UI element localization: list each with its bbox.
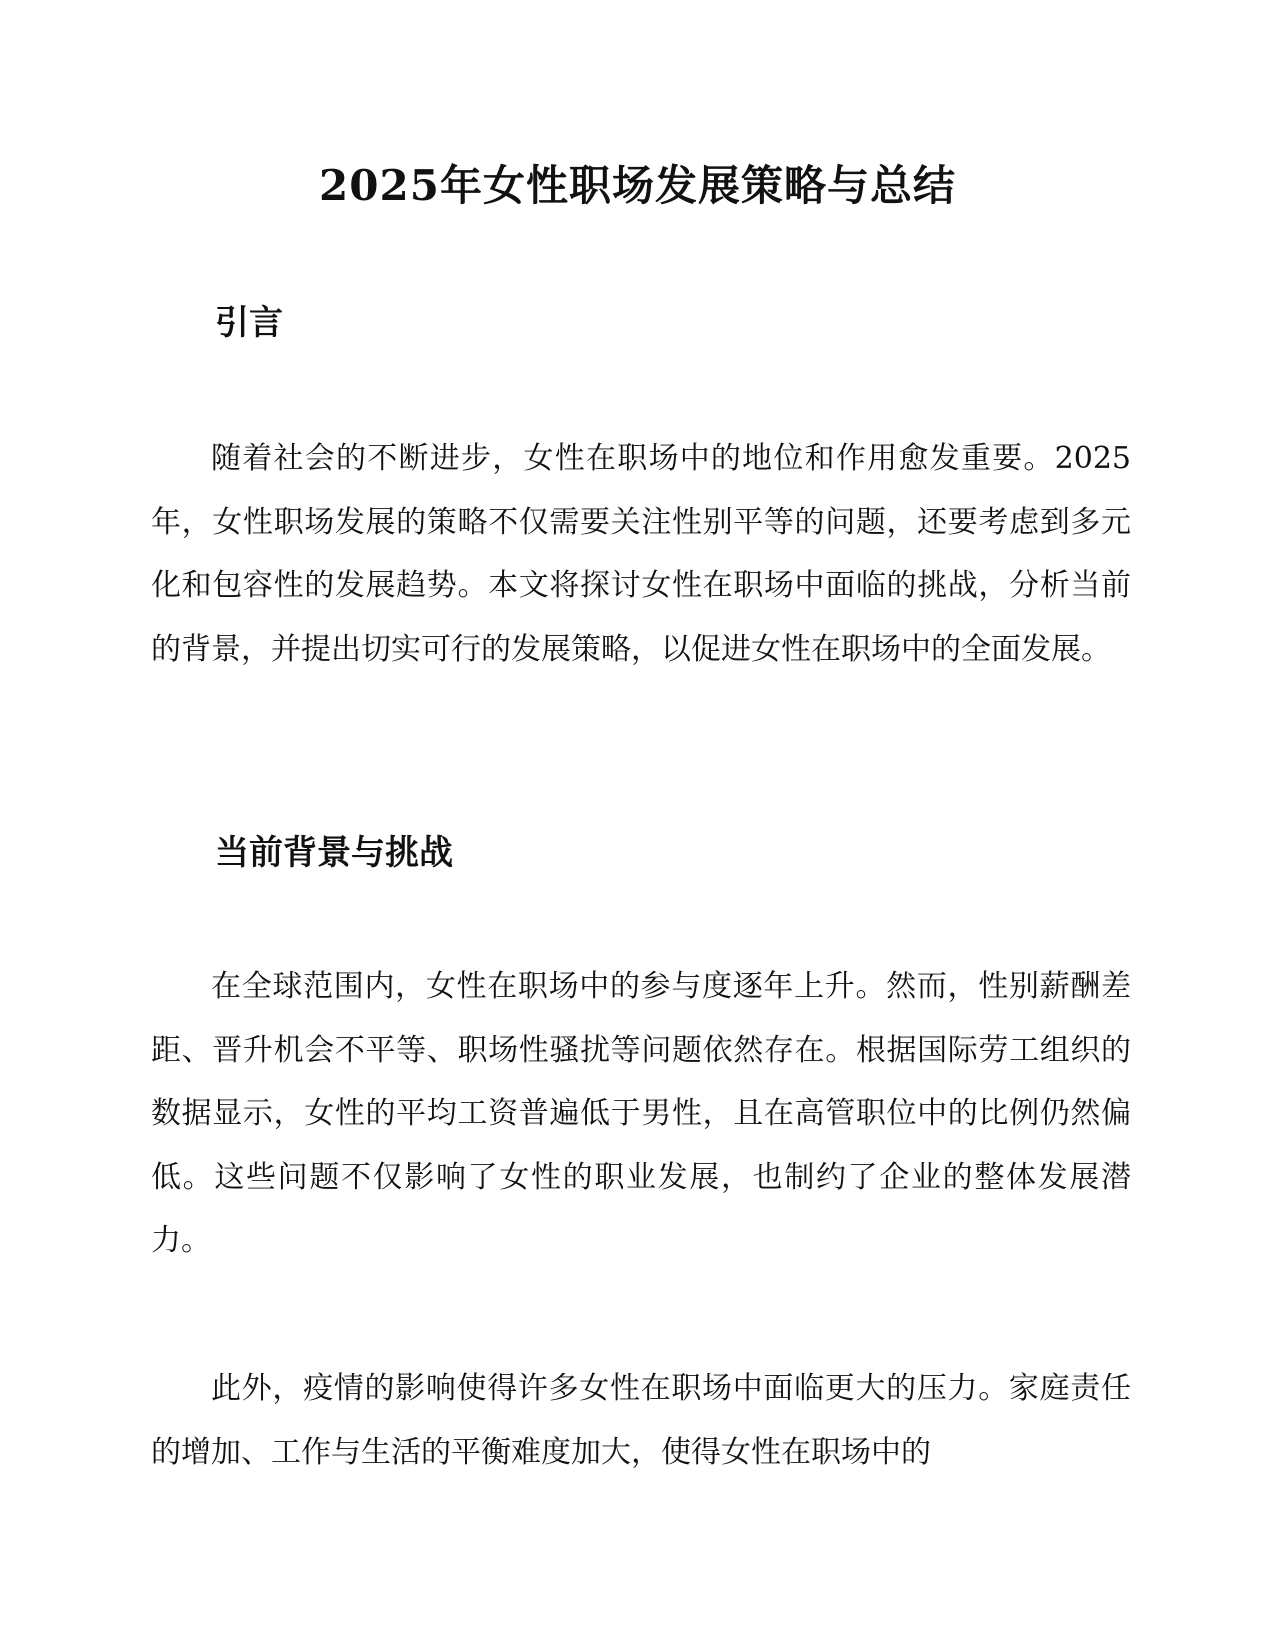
background-paragraph-2: 此外，疫情的影响使得许多女性在职场中面临更大的压力。家庭责任的增加、工作与生活的平衡难度加大，使得女性在职场中的 (151, 1371, 1131, 1470)
background-paragraph-1: 在全球范围内，女性在职场中的参与度逐年上升。然而，性别薪酬差距、晋升机会不平等、职场性骚扰等问题依然存在。根据国际劳工组织的数据显示，女性的平均工资普遍低于男性，且在高管职位中的比例仍然偏低。这些问题不仅影响了女性的职业发展，也制约了企业的整体发展潜力。 (151, 969, 1131, 1258)
section-heading-background-challenges: 当前背景与挑战 (215, 833, 453, 873)
section-heading-introduction: 引言 (215, 303, 283, 343)
introduction-paragraph: 随着社会的不断进步，女性在职场中的地位和作用愈发重要。2025年，女性职场发展的策略不仅需要关注性别平等的问题，还要考虑到多元化和包容性的发展趋势。本文将探讨女性在职场中面临的挑战，分析当前的背景，并提出切实可行的发展策略，以促进女性在职场中的全面发展。 (151, 441, 1131, 667)
document-title: 2025年女性职场发展策略与总结 (319, 161, 956, 210)
